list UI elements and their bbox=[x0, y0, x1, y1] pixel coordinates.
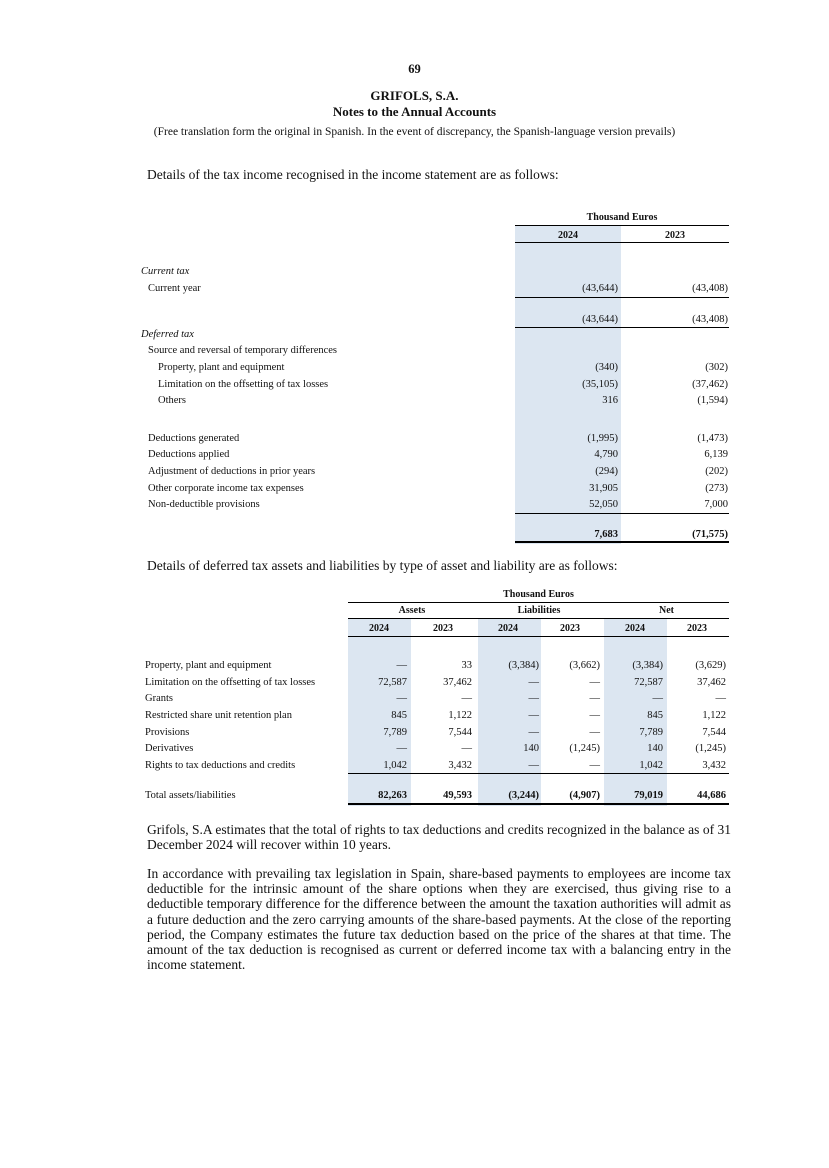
table2-value: 845 bbox=[391, 710, 407, 721]
table2-value: — bbox=[589, 727, 600, 738]
table2-value: (1,245) bbox=[695, 743, 726, 754]
table-row bbox=[0, 328, 829, 341]
table2-year-header: 2024 bbox=[369, 623, 389, 634]
divider bbox=[348, 602, 729, 603]
table-row bbox=[0, 726, 829, 739]
table-row bbox=[0, 482, 829, 495]
table2-value: 72,587 bbox=[378, 677, 407, 688]
value-2023: (37,462) bbox=[692, 379, 728, 390]
row-label: Property, plant and equipment bbox=[158, 362, 285, 373]
table2-year-row bbox=[0, 622, 829, 635]
total-2023: (71,575) bbox=[692, 529, 728, 540]
table-row bbox=[0, 378, 829, 391]
table2-value: 72,587 bbox=[634, 677, 663, 688]
table2-value: 3,432 bbox=[702, 760, 726, 771]
table2-year-header: 2023 bbox=[687, 623, 707, 634]
row-label: Total assets/liabilities bbox=[145, 790, 236, 801]
table2-value: — bbox=[461, 693, 472, 704]
value-2024: (1,995) bbox=[587, 433, 618, 444]
table2-value: — bbox=[528, 693, 539, 704]
value-2023: (302) bbox=[705, 362, 728, 373]
table2-value: 140 bbox=[647, 743, 663, 754]
row-label: Property, plant and equipment bbox=[145, 660, 272, 671]
table2-value: 33 bbox=[461, 660, 472, 671]
table2-value: — bbox=[589, 710, 600, 721]
divider bbox=[348, 636, 729, 637]
table2-value: — bbox=[589, 693, 600, 704]
table-row bbox=[0, 432, 829, 445]
table-row bbox=[0, 759, 829, 772]
table2-value: — bbox=[396, 660, 407, 671]
divider bbox=[515, 225, 729, 226]
table2-value: (3,662) bbox=[569, 660, 600, 671]
value-2024: 31,905 bbox=[589, 483, 618, 494]
table2-value: 7,544 bbox=[702, 727, 726, 738]
table2-value: (3,384) bbox=[508, 660, 539, 671]
table-total-row bbox=[0, 789, 829, 802]
table2-value: 44,686 bbox=[697, 790, 726, 801]
table2-value: (4,907) bbox=[569, 790, 600, 801]
table2-value: 1,042 bbox=[383, 760, 407, 771]
row-label: Restricted share unit retention plan bbox=[145, 710, 292, 721]
row-label: Rights to tax deductions and credits bbox=[145, 760, 296, 771]
table2-value: 82,263 bbox=[378, 790, 407, 801]
row-label: Derivatives bbox=[145, 743, 194, 754]
table2-value: 79,019 bbox=[634, 790, 663, 801]
table-row bbox=[0, 659, 829, 672]
table2-value: 7,789 bbox=[639, 727, 663, 738]
table-row bbox=[0, 344, 829, 357]
row-label: Others bbox=[158, 395, 186, 406]
value-2023: (1,594) bbox=[697, 395, 728, 406]
value-2023: 6,139 bbox=[704, 449, 728, 460]
row-label: Grants bbox=[145, 693, 173, 704]
table2-value: — bbox=[528, 710, 539, 721]
group-liabilities: Liabilities bbox=[517, 605, 561, 616]
divider bbox=[515, 513, 729, 514]
row-label: Provisions bbox=[145, 727, 190, 738]
value-2024: (35,105) bbox=[582, 379, 618, 390]
table1-col-2024: 2024 bbox=[558, 230, 578, 241]
total-2024: 7,683 bbox=[594, 529, 618, 540]
table-row bbox=[0, 676, 829, 689]
value-2024: (340) bbox=[595, 362, 618, 373]
table2-value: — bbox=[715, 693, 726, 704]
table2-value: — bbox=[528, 677, 539, 688]
table-row bbox=[0, 394, 829, 407]
table2-value: — bbox=[652, 693, 663, 704]
paragraph-share-based-payments: In accordance with prevailing tax legislation in Spain, share-based payments to employees are income tax deductible for the intrinsic amount of the share options when they are exercised, thus giving rise to a deductible temporary difference for the difference between the amount the taxation authorities will admit as a future deduction and the zero carrying amounts of the share-based payments. At the close of the reporting period, the Company estimates the future tax deduction based on the price of the shares at that time. The amount of the tax deduction is recognised as current or deferred income tax with a balancing entry in the income statement. bbox=[147, 866, 731, 973]
double-divider bbox=[348, 803, 729, 805]
table2-value: — bbox=[461, 743, 472, 754]
table2-value: (3,244) bbox=[508, 790, 539, 801]
row-label: Non-deductible provisions bbox=[148, 499, 260, 510]
row-label: Deductions generated bbox=[148, 433, 240, 444]
table2-year-header: 2024 bbox=[498, 623, 518, 634]
group-net: Net bbox=[659, 605, 674, 616]
row-label: Limitation on the offsetting of tax losses bbox=[158, 379, 329, 390]
section2-intro: Details of deferred tax assets and liabilities by type of asset and liability are as follows: bbox=[147, 558, 618, 573]
value-2023: 7,000 bbox=[704, 499, 728, 510]
table2-value: 37,462 bbox=[697, 677, 726, 688]
table2-value: 3,432 bbox=[448, 760, 472, 771]
table2-value: — bbox=[528, 727, 539, 738]
table2-value: 1,042 bbox=[639, 760, 663, 771]
table2-value: — bbox=[396, 693, 407, 704]
divider bbox=[515, 297, 729, 298]
divider bbox=[348, 773, 729, 774]
paragraph-deductions-recovery: Grifols, S.A estimates that the total of rights to tax deductions and credits recognized in the balance as of 31 December 2024 will recover within 10 years. bbox=[147, 822, 731, 853]
table-row bbox=[0, 361, 829, 374]
row-label: Other corporate income tax expenses bbox=[148, 483, 304, 494]
table2-value: — bbox=[589, 760, 600, 771]
table1-col-2023: 2023 bbox=[665, 230, 685, 241]
value-2024: 4,790 bbox=[594, 449, 618, 460]
table2-value: — bbox=[528, 760, 539, 771]
value-2023: (43,408) bbox=[692, 314, 728, 325]
company-name: GRIFOLS, S.A. bbox=[370, 88, 459, 103]
value-2024: (294) bbox=[595, 466, 618, 477]
table2-value: — bbox=[589, 677, 600, 688]
table2-value: (1,245) bbox=[569, 743, 600, 754]
table2-year-header: 2023 bbox=[433, 623, 453, 634]
table-row bbox=[0, 265, 829, 278]
table2-value: 1,122 bbox=[448, 710, 472, 721]
table2-value: 7,789 bbox=[383, 727, 407, 738]
row-label: Adjustment of deductions in prior years bbox=[148, 466, 316, 477]
section1-intro: Details of the tax income recognised in the income statement are as follows: bbox=[147, 167, 559, 182]
table1-unit: Thousand Euros bbox=[586, 212, 658, 223]
row-label: Deferred tax bbox=[141, 329, 194, 340]
value-2024: 52,050 bbox=[589, 499, 618, 510]
table2-year-header: 2023 bbox=[560, 623, 580, 634]
value-2023: (1,473) bbox=[697, 433, 728, 444]
document-title: Notes to the Annual Accounts bbox=[332, 104, 497, 119]
divider bbox=[515, 242, 729, 243]
table2-value: 49,593 bbox=[443, 790, 472, 801]
table2-year-header: 2024 bbox=[625, 623, 645, 634]
table2-value: — bbox=[396, 743, 407, 754]
value-2023: (43,408) bbox=[692, 283, 728, 294]
row-label: Current tax bbox=[141, 266, 190, 277]
table2-value: (3,384) bbox=[632, 660, 663, 671]
value-2024: 316 bbox=[602, 395, 618, 406]
table-row bbox=[0, 465, 829, 478]
row-label: Source and reversal of temporary differences bbox=[148, 345, 338, 356]
row-label: Limitation on the offsetting of tax losses bbox=[145, 677, 316, 688]
table-row bbox=[0, 498, 829, 511]
table-row bbox=[0, 709, 829, 722]
page-number: 69 bbox=[408, 62, 421, 76]
divider bbox=[348, 618, 729, 619]
value-2023: (273) bbox=[705, 483, 728, 494]
table-row bbox=[0, 742, 829, 755]
table-row bbox=[0, 313, 829, 326]
table2-value: 1,122 bbox=[702, 710, 726, 721]
table-row bbox=[0, 692, 829, 705]
table2-value: (3,629) bbox=[695, 660, 726, 671]
translation-note: (Free translation form the original in Spanish. In the event of discrepancy, the Spanish-language version prevails) bbox=[153, 126, 676, 138]
table2-value: 140 bbox=[523, 743, 539, 754]
row-label: Current year bbox=[148, 283, 201, 294]
table2-value: 7,544 bbox=[448, 727, 472, 738]
value-2024: (43,644) bbox=[582, 314, 618, 325]
group-assets: Assets bbox=[398, 605, 426, 616]
table-row bbox=[0, 282, 829, 295]
table2-value: 37,462 bbox=[443, 677, 472, 688]
table2-unit: Thousand Euros bbox=[503, 589, 574, 600]
value-2023: (202) bbox=[705, 466, 728, 477]
value-2024: (43,644) bbox=[582, 283, 618, 294]
row-label: Deductions applied bbox=[148, 449, 230, 460]
table-row bbox=[0, 448, 829, 461]
double-divider bbox=[515, 541, 729, 543]
table2-value: 845 bbox=[647, 710, 663, 721]
table-total-row bbox=[0, 528, 829, 541]
